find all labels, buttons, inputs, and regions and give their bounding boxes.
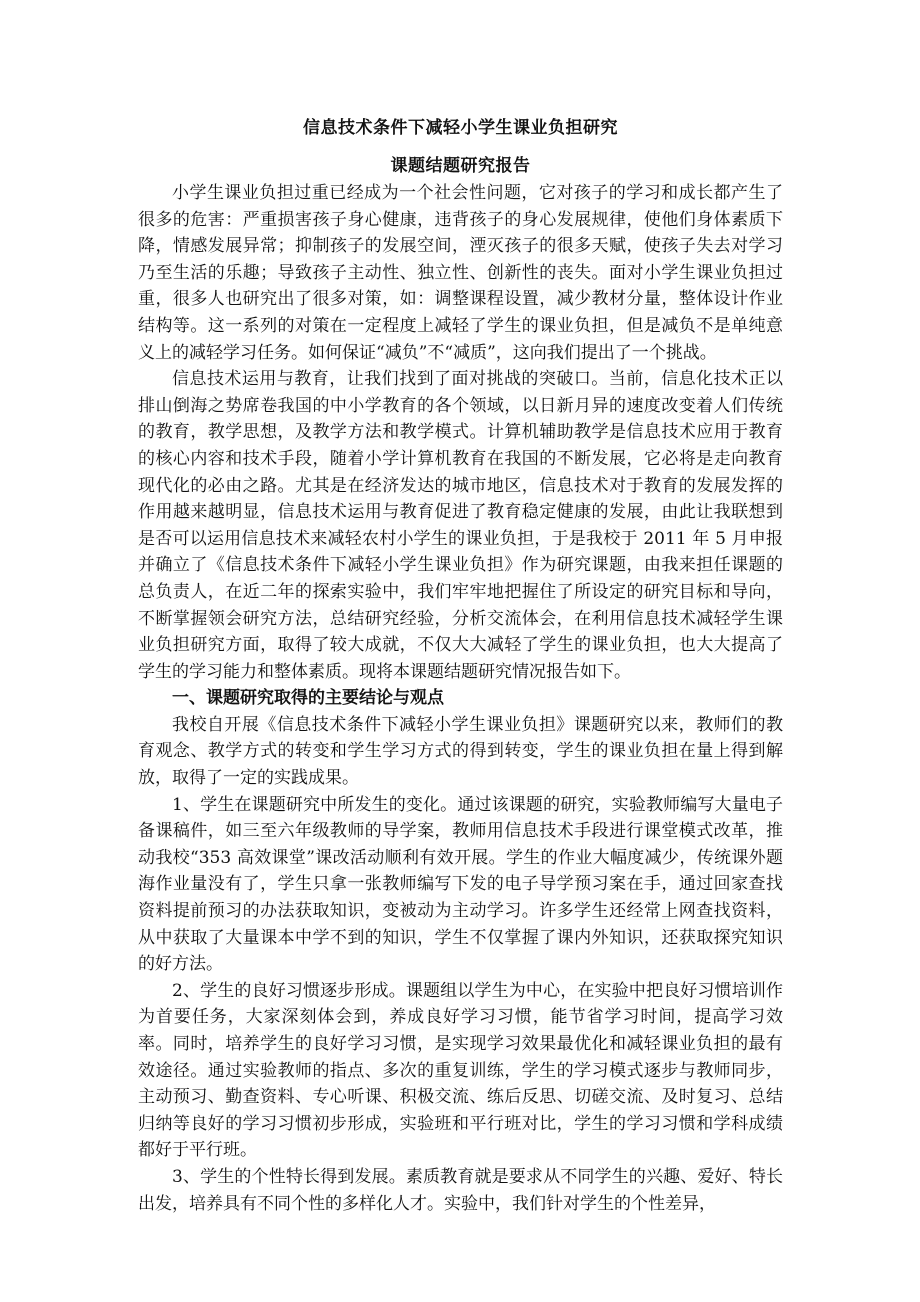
intro-paragraph-2: 信息技术运用与教育，让我们找到了面对挑战的突破口。当前，信息化技术正以排山倒海之势席卷我国的中小学教育的各个领域，以日新月异的速度改变着人们传统的教育，教学思想，及教学方法和教学模式。计算机辅助教学是信息技术应用于教育的核心内容和技术手段，随着小学计算机教育在我国的不断发展，它必将是走向教育现代化的必由之路。尤其是在经济发达的城市地区，信息技术对于教育的发展发挥的作用越来越明显，信息技术运用与教育促进了教育稳定健康的发展，由此让我联想到是否可以运用信息技术来减轻农村小学生的课业负担，于是我校于 2011 年 5 月申报并确立了《信息技术条件下减轻小学生课业负担》作为研究课题，由我来担任课题的总负责人，在近二年的探索实验中，我们牢牢地把握住了所设定的研究目标和导向，不断掌握领会研究方法，总结研究经验，分析交流体会，在利用信息技术减轻学生课业负担研究方面，取得了较大成就，不仅大大减轻了学生的课业负担，也大大提高了学生的学习能力和整体素质。现将本课题结题研究情况报告如下。 — [138, 369, 783, 682]
section-paragraph-4: 3、学生的个性特长得到发展。素质教育就是要求从不同学生的兴趣、爱好、特长出发，培养具有不同个性的多样化人才。实验中，我们针对学生的个性差异， — [138, 1166, 783, 1214]
section-paragraph-1: 我校自开展《信息技术条件下减轻小学生课业负担》课题研究以来，教师们的教育观念、教学方式的转变和学生学习方式的得到转变，学生的课业负担在量上得到解放，取得了一定的实践成果。 — [138, 714, 783, 789]
document-subtitle: 课题结题研究报告 — [390, 156, 531, 176]
section-paragraph-2: 1、学生在课题研究中所发生的变化。通过该课题的研究，实验教师编写大量电子备课稿件，如三至六年级教师的导学案，教师用信息技术手段进行课堂模式改革，推动我校“353 高效课堂”课改活动顺利有效开展。学生的作业大幅度减少，传统课外题海作业量没有了，学生只拿一张教师编写下发的电子导学预习案在手，通过回家查找资料提前预习的办法获取知识，变被动为主动学习。许多学生还经常上网查找资料，从中获取了大量课本中学不到的知识，学生不仅掌握了课内外知识，还获取探究知识的好方法。 — [138, 794, 783, 975]
section-paragraph-3: 2、学生的良好习惯逐步形成。课题组以学生为中心，在实验中把良好习惯培训作为首要任务，大家深刻体会到，养成良好学习习惯，能节省学习时间，提高学习效率。同时，培养学生的良好学习习惯，是实现学习效果最优化和减轻课业负担的最有效途径。通过实验教师的指点、多次的重复训练，学生的学习模式逐步与教师同步，主动预习、勤查资料、专心听课、积极交流、练后反思、切磋交流、及时复习、总结归纳等良好的学习习惯初步形成，实验班和平行班对比，学生的学习习惯和学科成绩都好于平行班。 — [138, 980, 783, 1161]
document-body — [138, 114, 783, 1217]
document-title: 信息技术条件下减轻小学生课业负担研究 — [303, 118, 618, 138]
intro-paragraph-1: 小学生课业负担过重已经成为一个社会性问题，它对孩子的学习和成长都产生了很多的危害：严重损害孩子身心健康，违背孩子的身心发展规律，使他们身体素质下降，情感发展异常；抑制孩子的发展空间，湮灭孩子的很多天赋，使孩子失去对学习乃至生活的乐趣；导致孩子主动性、独立性、创新性的丧失。面对小学生课业负担过重，很多人也研究出了很多对策，如：调整课程设置，减少教材分量，整体设计作业结构等。这一系列的对策在一定程度上减轻了学生的课业负担，但是减负不是单纯意义上的减轻学习任务。如何保证“减负”不“减质”，这向我们提出了一个挑战。 — [138, 183, 783, 363]
section-heading: 一、课题研究取得的主要结论与观点 — [172, 688, 444, 709]
